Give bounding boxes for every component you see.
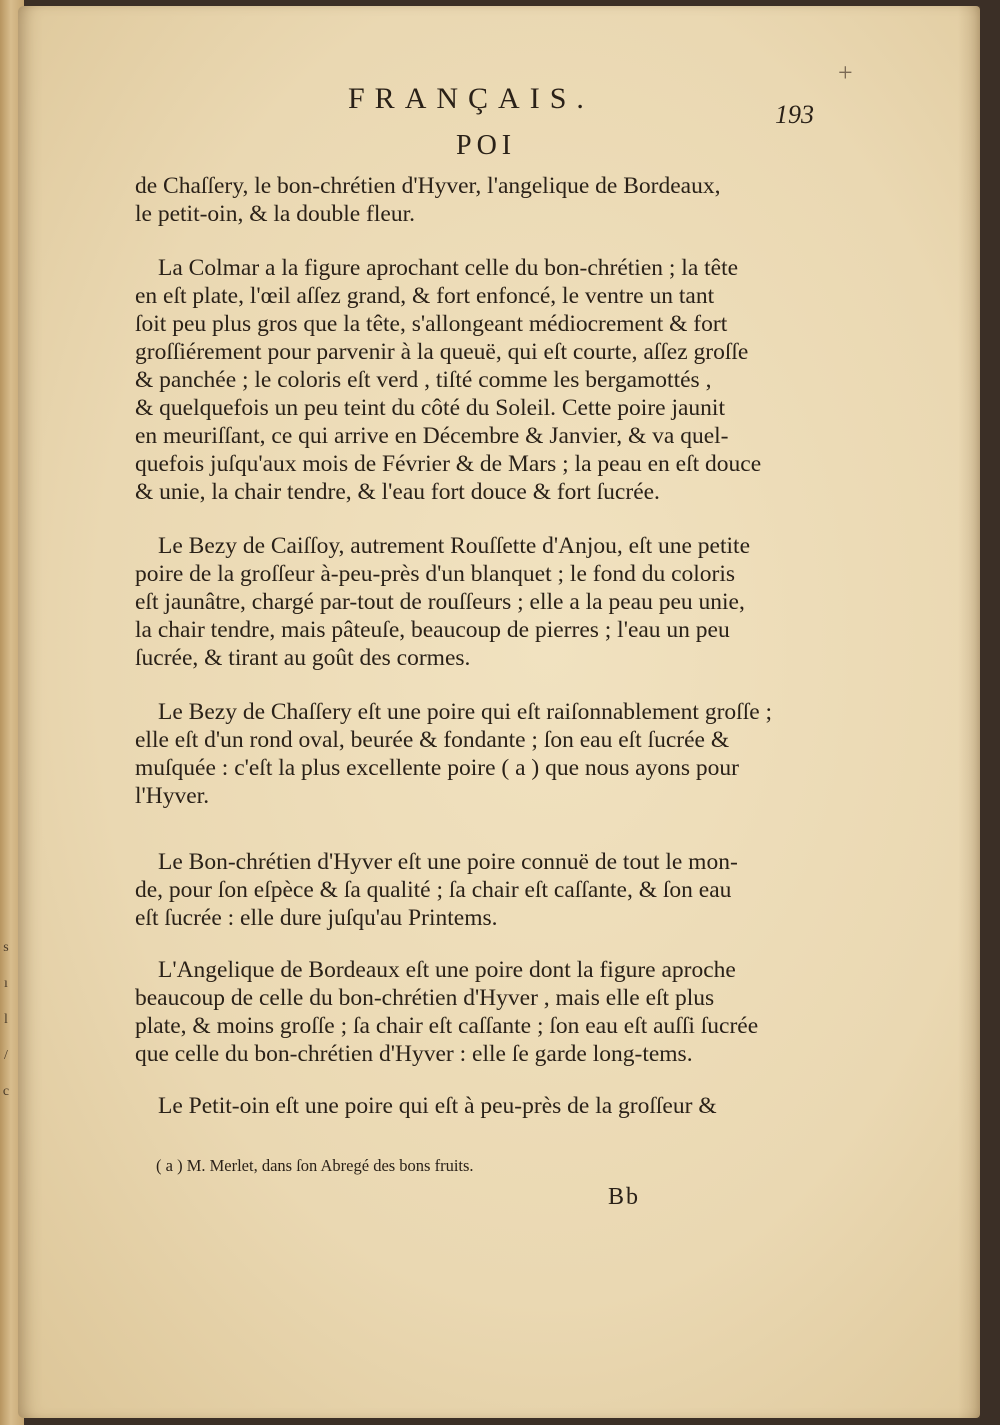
page-number: 193 bbox=[775, 100, 814, 129]
page-fold-shadow bbox=[958, 6, 980, 1418]
edge-mark: c bbox=[2, 1084, 10, 1099]
text-line: Le Bezy de Chaſſery eſt une poire qui eſt raiſonnablement groſſe ; bbox=[158, 699, 773, 725]
text-line: muſquée : c'eſt la plus excellente poire ( a ) que nous ayons pour bbox=[135, 755, 739, 781]
text-line: Le Bezy de Caiſſoy, autrement Rouſſette d'Anjou, eſt une petite bbox=[158, 533, 750, 559]
text-line: Le Bon-chrétien d'Hyver eſt une poire connuë de tout le mon- bbox=[158, 849, 738, 875]
section-heading: POI bbox=[456, 130, 517, 161]
text-line: le petit-oin, & la double fleur. bbox=[135, 201, 415, 227]
edge-mark: s bbox=[3, 940, 9, 955]
edge-mark: l bbox=[4, 1012, 8, 1027]
text-line: la chair tendre, mais pâteuſe, beaucoup de pierres ; l'eau un peu bbox=[135, 617, 730, 643]
text-line: en eſt plate, l'œil aſſez grand, & fort enfoncé, le ventre un tant bbox=[135, 283, 715, 309]
edge-marks bbox=[0, 930, 12, 1110]
text-line: eſt ſucrée : elle dure juſqu'au Printems. bbox=[135, 905, 498, 931]
text-line: & unie, la chair tendre, & l'eau fort douce & fort ſucrée. bbox=[135, 479, 660, 505]
text-line: de Chaſſery, le bon-chrétien d'Hyver, l'angelique de Bordeaux, bbox=[135, 173, 721, 199]
text-line: Le Petit-oin eſt une poire qui eſt à peu-près de la groſſeur & bbox=[158, 1093, 717, 1119]
text-line: L'Angelique de Bordeaux eſt une poire dont la figure aproche bbox=[158, 957, 736, 983]
running-head: FRANÇAIS. bbox=[348, 82, 594, 115]
signature-mark: Bb bbox=[608, 1184, 641, 1210]
text-line: elle eſt d'un rond oval, beurée & fondante ; ſon eau eſt ſucrée & bbox=[135, 727, 730, 753]
text-line: l'Hyver. bbox=[135, 783, 210, 809]
text-line: La Colmar a la figure aprochant celle du bon-chrétien ; la tête bbox=[158, 255, 739, 281]
registration-mark-icon: + bbox=[838, 58, 853, 87]
edge-mark: / bbox=[4, 1048, 8, 1063]
text-line: & panchée ; le coloris eſt verd , tiſté comme les bergamottés , bbox=[135, 367, 712, 393]
text-line: plate, & moins groſſe ; ſa chair eſt caſſante ; ſon eau eſt auſſi ſucrée bbox=[135, 1013, 759, 1039]
text-line: groſſiérement pour parvenir à la queuë, qui eſt courte, aſſez groſſe bbox=[135, 339, 749, 365]
text-line: quefois juſqu'aux mois de Février & de Mars ; la peau en eſt douce bbox=[135, 451, 762, 477]
book-page bbox=[18, 6, 980, 1418]
text-line: que celle du bon-chrétien d'Hyver : elle ſe garde long-tems. bbox=[135, 1041, 693, 1067]
text-line: en meuriſſant, ce qui arrive en Décembre & Janvier, & va quel- bbox=[135, 423, 729, 449]
text-line: poire de la groſſeur à-peu-près d'un blanquet ; le fond du coloris bbox=[135, 561, 736, 587]
text-line: de, pour ſon eſpèce & ſa qualité ; ſa chair eſt caſſante, & ſon eau bbox=[135, 877, 732, 903]
text-line: beaucoup de celle du bon-chrétien d'Hyver , mais elle eſt plus bbox=[135, 985, 715, 1011]
text-line: ſoit peu plus gros que la tête, s'allongeant médiocrement & fort bbox=[135, 311, 728, 337]
text-line: eſt jaunâtre, chargé par-tout de rouſſeurs ; elle a la peau peu unie, bbox=[135, 589, 745, 615]
text-line: & quelquefois un peu teint du côté du Soleil. Cette poire jaunit bbox=[135, 395, 725, 421]
footnote: ( a ) M. Merlet, dans ſon Abregé des bons fruits. bbox=[156, 1156, 474, 1175]
text-line: ſucrée, & tirant au goût des cormes. bbox=[135, 645, 471, 671]
edge-mark: ı bbox=[4, 976, 8, 991]
